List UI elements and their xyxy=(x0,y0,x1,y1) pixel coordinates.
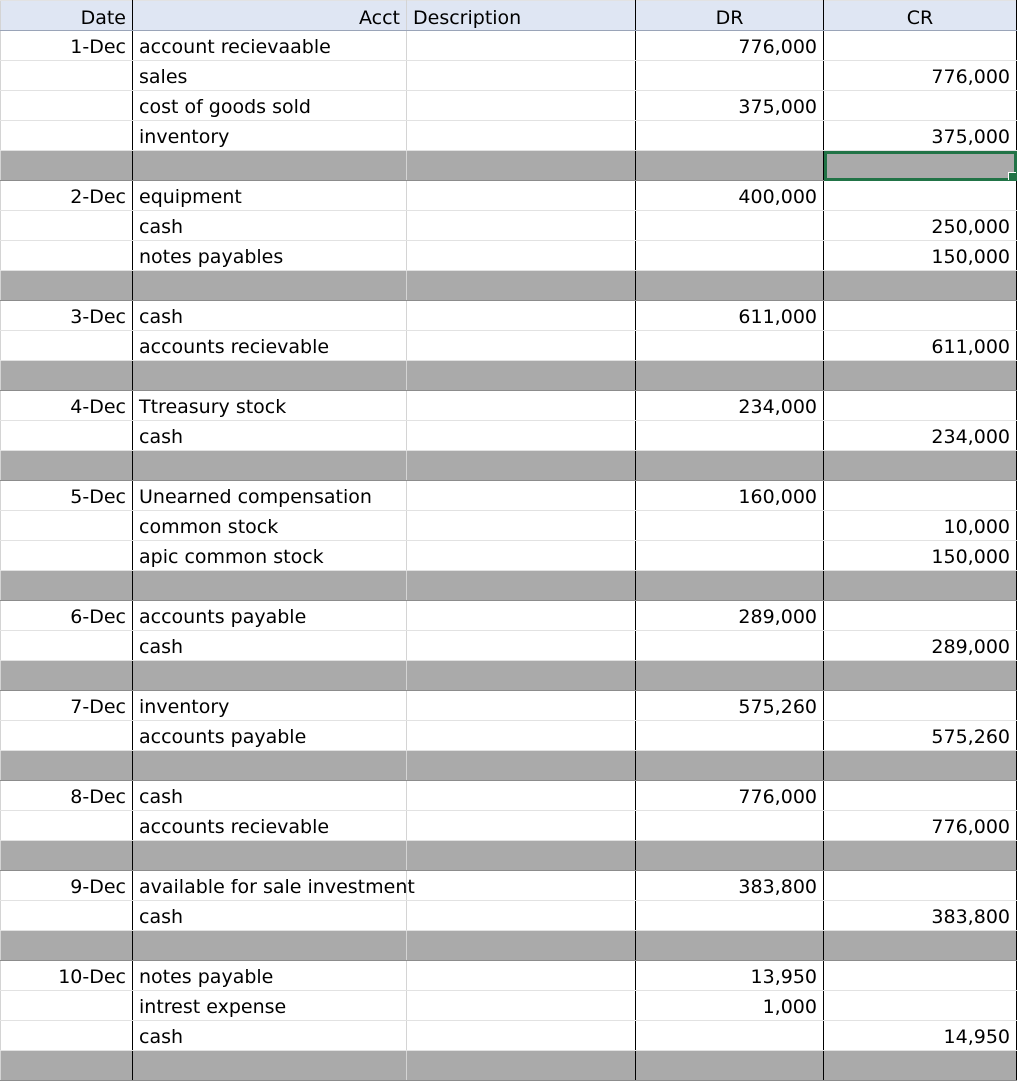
dr-cell[interactable] xyxy=(636,121,824,151)
cr-cell[interactable]: 575,260 xyxy=(824,721,1017,751)
table-row xyxy=(1,781,1017,811)
cr-cell[interactable] xyxy=(824,991,1017,1021)
desc-cell[interactable] xyxy=(407,871,636,901)
desc-cell[interactable] xyxy=(407,961,636,991)
separator-row xyxy=(1,931,1017,961)
cr-cell[interactable]: 776,000 xyxy=(824,811,1017,841)
date-cell[interactable] xyxy=(1,511,133,541)
header-dr[interactable]: DR xyxy=(636,1,824,31)
cr-cell[interactable]: 234,000 xyxy=(824,421,1017,451)
date-cell[interactable]: 7-Dec xyxy=(1,691,133,721)
cr-cell[interactable]: 611,000 xyxy=(824,331,1017,361)
header-description[interactable]: Description xyxy=(407,1,636,31)
table-row xyxy=(1,961,1017,991)
desc-cell[interactable] xyxy=(407,481,636,511)
acct-cell[interactable]: accounts payable xyxy=(133,601,407,631)
desc-cell[interactable] xyxy=(407,91,636,121)
cr-cell[interactable]: 250,000 xyxy=(824,211,1017,241)
dr-cell[interactable]: 776,000 xyxy=(636,781,824,811)
desc-cell[interactable] xyxy=(407,61,636,91)
cr-cell[interactable]: 289,000 xyxy=(824,631,1017,661)
table-row xyxy=(1,721,1017,751)
dr-cell[interactable] xyxy=(636,1021,824,1051)
table-row xyxy=(1,1021,1017,1051)
desc-cell[interactable] xyxy=(407,331,636,361)
acct-cell[interactable]: notes payables xyxy=(133,241,407,271)
table-row xyxy=(1,121,1017,151)
acct-cell[interactable]: cash xyxy=(133,631,407,661)
desc-cell[interactable] xyxy=(407,1021,636,1051)
table-row xyxy=(1,481,1017,511)
desc-cell[interactable] xyxy=(407,691,636,721)
date-cell[interactable] xyxy=(1,1021,133,1051)
dr-cell[interactable] xyxy=(636,211,824,241)
dr-cell[interactable] xyxy=(636,721,824,751)
acct-cell[interactable]: account recievaable xyxy=(133,31,407,61)
acct-cell[interactable]: inventory xyxy=(133,121,407,151)
date-cell[interactable]: 9-Dec xyxy=(1,871,133,901)
acct-cell[interactable]: accounts payable xyxy=(133,721,407,751)
desc-cell[interactable] xyxy=(407,211,636,241)
desc-cell[interactable] xyxy=(407,601,636,631)
header-row xyxy=(1,1,1017,31)
desc-cell[interactable] xyxy=(407,391,636,421)
table-row xyxy=(1,241,1017,271)
dr-cell[interactable] xyxy=(636,811,824,841)
separator-row xyxy=(1,1051,1017,1081)
date-cell[interactable] xyxy=(1,721,133,751)
dr-cell[interactable]: 383,800 xyxy=(636,871,824,901)
desc-cell[interactable] xyxy=(407,31,636,61)
dr-cell[interactable]: 1,000 xyxy=(636,991,824,1021)
acct-cell[interactable]: apic common stock xyxy=(133,541,407,571)
cr-cell[interactable]: 14,950 xyxy=(824,1021,1017,1051)
acct-cell[interactable]: equipment xyxy=(133,181,407,211)
table-row xyxy=(1,421,1017,451)
dr-cell[interactable]: 234,000 xyxy=(636,391,824,421)
acct-cell[interactable]: inventory xyxy=(133,691,407,721)
dr-cell[interactable]: 160,000 xyxy=(636,481,824,511)
date-cell[interactable] xyxy=(1,541,133,571)
acct-cell[interactable]: notes payable xyxy=(133,961,407,991)
dr-cell[interactable] xyxy=(636,901,824,931)
fill-handle[interactable] xyxy=(1008,172,1017,181)
date-cell[interactable] xyxy=(1,211,133,241)
table-row xyxy=(1,991,1017,1021)
date-cell[interactable]: 10-Dec xyxy=(1,961,133,991)
dr-cell[interactable] xyxy=(636,511,824,541)
date-cell[interactable] xyxy=(1,421,133,451)
acct-cell[interactable]: accounts recievable xyxy=(133,811,407,841)
cr-cell[interactable] xyxy=(824,481,1017,511)
table-row xyxy=(1,871,1017,901)
table-row xyxy=(1,691,1017,721)
date-cell[interactable] xyxy=(1,331,133,361)
cr-cell[interactable] xyxy=(824,601,1017,631)
dr-cell[interactable] xyxy=(636,631,824,661)
desc-cell[interactable] xyxy=(407,301,636,331)
cr-cell[interactable] xyxy=(824,691,1017,721)
dr-cell[interactable] xyxy=(636,241,824,271)
selected-cell[interactable] xyxy=(824,151,1017,181)
dr-cell[interactable]: 575,260 xyxy=(636,691,824,721)
cr-cell[interactable] xyxy=(824,871,1017,901)
acct-cell[interactable]: available for sale investment xyxy=(133,871,407,901)
header-acct[interactable]: Acct xyxy=(133,1,407,31)
acct-cell[interactable]: Unearned compensation xyxy=(133,481,407,511)
acct-cell[interactable]: cost of goods sold xyxy=(133,91,407,121)
cr-cell[interactable] xyxy=(824,31,1017,61)
separator-row xyxy=(1,151,1017,181)
separator-row xyxy=(1,451,1017,481)
cr-cell[interactable] xyxy=(824,301,1017,331)
desc-cell[interactable] xyxy=(407,721,636,751)
separator-row xyxy=(1,571,1017,601)
cr-cell[interactable]: 383,800 xyxy=(824,901,1017,931)
date-cell[interactable] xyxy=(1,121,133,151)
dr-cell[interactable] xyxy=(636,61,824,91)
dr-cell[interactable] xyxy=(636,331,824,361)
table-row xyxy=(1,811,1017,841)
table-row xyxy=(1,541,1017,571)
date-cell[interactable]: 2-Dec xyxy=(1,181,133,211)
table-row xyxy=(1,901,1017,931)
cr-cell[interactable] xyxy=(824,391,1017,421)
cr-cell[interactable]: 375,000 xyxy=(824,121,1017,151)
dr-cell[interactable]: 375,000 xyxy=(636,91,824,121)
desc-cell[interactable] xyxy=(407,181,636,211)
acct-cell[interactable]: sales xyxy=(133,61,407,91)
cr-cell[interactable] xyxy=(824,91,1017,121)
acct-cell[interactable]: cash xyxy=(133,211,407,241)
date-cell[interactable]: 5-Dec xyxy=(1,481,133,511)
acct-cell[interactable]: intrest expense xyxy=(133,991,407,1021)
cr-cell[interactable]: 776,000 xyxy=(824,61,1017,91)
date-cell[interactable] xyxy=(1,991,133,1021)
acct-cell[interactable]: cash xyxy=(133,421,407,451)
acct-cell[interactable]: cash xyxy=(133,301,407,331)
desc-cell[interactable] xyxy=(407,631,636,661)
dr-cell[interactable]: 13,950 xyxy=(636,961,824,991)
date-cell[interactable] xyxy=(1,91,133,121)
cr-cell[interactable] xyxy=(824,961,1017,991)
header-date[interactable]: Date xyxy=(1,1,133,31)
separator-row xyxy=(1,361,1017,391)
date-cell[interactable] xyxy=(1,811,133,841)
date-cell[interactable] xyxy=(1,901,133,931)
acct-cell[interactable]: cash xyxy=(133,901,407,931)
cr-cell[interactable]: 150,000 xyxy=(824,241,1017,271)
dr-cell[interactable]: 400,000 xyxy=(636,181,824,211)
separator-row xyxy=(1,751,1017,781)
acct-cell[interactable]: common stock xyxy=(133,511,407,541)
table-row xyxy=(1,331,1017,361)
table-row xyxy=(1,31,1017,61)
cr-cell[interactable] xyxy=(824,781,1017,811)
desc-cell[interactable] xyxy=(407,421,636,451)
acct-cell[interactable]: cash xyxy=(133,781,407,811)
desc-cell[interactable] xyxy=(407,241,636,271)
table-row xyxy=(1,391,1017,421)
cr-cell[interactable]: 10,000 xyxy=(824,511,1017,541)
desc-cell[interactable] xyxy=(407,781,636,811)
separator-row xyxy=(1,661,1017,691)
date-cell[interactable]: 8-Dec xyxy=(1,781,133,811)
acct-cell[interactable]: cash xyxy=(133,1021,407,1051)
date-cell[interactable] xyxy=(1,241,133,271)
table-row xyxy=(1,601,1017,631)
table-row xyxy=(1,511,1017,541)
desc-cell[interactable] xyxy=(407,991,636,1021)
table-row xyxy=(1,181,1017,211)
desc-cell[interactable] xyxy=(407,901,636,931)
desc-cell[interactable] xyxy=(407,511,636,541)
table-row xyxy=(1,211,1017,241)
separator-row xyxy=(1,841,1017,871)
acct-cell[interactable]: accounts recievable xyxy=(133,331,407,361)
desc-cell[interactable] xyxy=(407,811,636,841)
dr-cell[interactable]: 611,000 xyxy=(636,301,824,331)
date-cell[interactable] xyxy=(1,631,133,661)
dr-cell[interactable]: 289,000 xyxy=(636,601,824,631)
table-row xyxy=(1,631,1017,661)
date-cell[interactable]: 3-Dec xyxy=(1,301,133,331)
cr-cell[interactable]: 150,000 xyxy=(824,541,1017,571)
table-row xyxy=(1,301,1017,331)
table-row xyxy=(1,91,1017,121)
table-row xyxy=(1,61,1017,91)
date-cell[interactable] xyxy=(1,61,133,91)
header-cr[interactable]: CR xyxy=(824,1,1017,31)
dr-cell[interactable]: 776,000 xyxy=(636,31,824,61)
dr-cell[interactable] xyxy=(636,541,824,571)
separator-row xyxy=(1,271,1017,301)
desc-cell[interactable] xyxy=(407,121,636,151)
dr-cell[interactable] xyxy=(636,421,824,451)
date-cell[interactable]: 4-Dec xyxy=(1,391,133,421)
date-cell[interactable]: 1-Dec xyxy=(1,31,133,61)
acct-cell[interactable]: Ttreasury stock xyxy=(133,391,407,421)
desc-cell[interactable] xyxy=(407,541,636,571)
cr-cell[interactable] xyxy=(824,181,1017,211)
date-cell[interactable]: 6-Dec xyxy=(1,601,133,631)
